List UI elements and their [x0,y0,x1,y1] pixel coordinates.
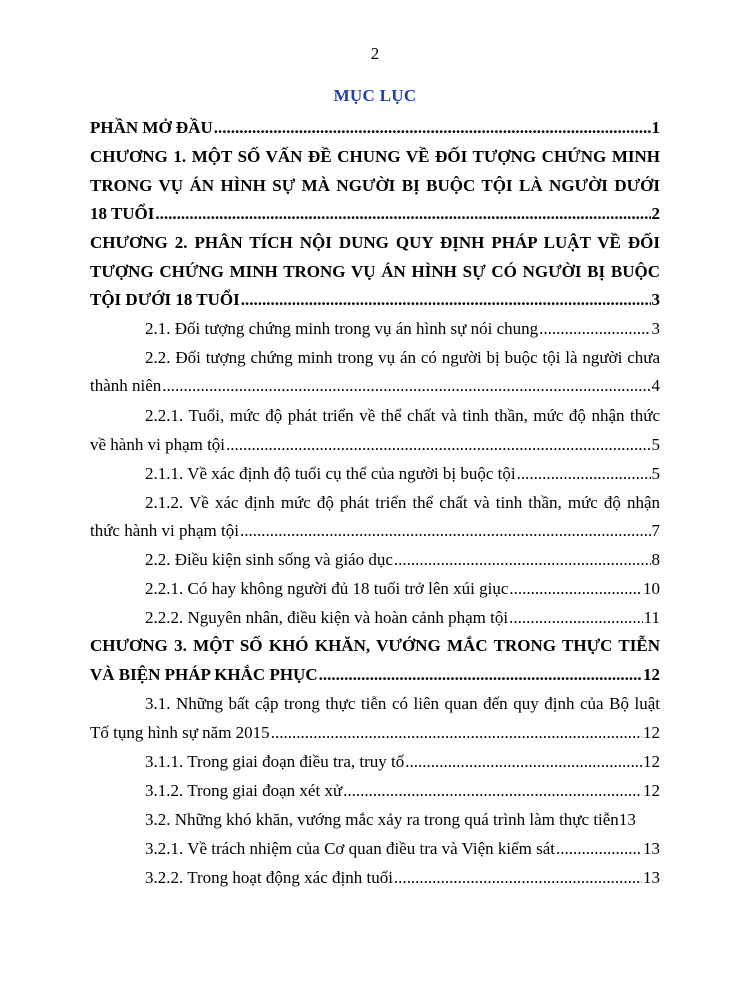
toc-page-number: 11 [643,608,660,627]
dot-leader [241,286,651,314]
toc-entry-2-1-2-line-1[interactable]: 2.1.2. Về xác định mức độ phát triển thể chất và tinh thần, mức độ nhận [145,493,660,512]
dot-leader [271,719,642,747]
toc-entry-3-1-line-2[interactable] [90,719,660,747]
dot-leader [214,114,651,142]
toc-entry-3-2-2[interactable] [145,864,660,892]
toc-entry-text: thức hành vi phạm tội [90,521,239,540]
toc-entry-text: Tố tụng hình sự năm 2015 [90,723,270,742]
toc-entry-chuong-1-line-3[interactable] [90,200,660,228]
dot-leader [556,835,642,863]
toc-page-number: 1 [651,118,660,137]
toc-page-number: 12 [643,752,660,771]
toc-entry-2-1-1[interactable] [145,460,660,488]
toc-entry-2-2-1-line-1[interactable]: 2.2.1. Tuổi, mức độ phát triển về thể chất và tinh thần, mức độ nhận thức [145,406,660,425]
dot-leader [319,661,642,689]
toc-entry-chuong-1-line-2[interactable]: TRONG VỤ ÁN HÌNH SỰ MÀ NGƯỜI BỊ BUỘC TỘI LÀ NGƯỜI DƯỚI [90,176,660,195]
dot-leader [155,200,650,228]
toc-page-number: 13 [643,868,660,887]
dot-leader [509,604,643,632]
toc-entry-2-2-1-line-2[interactable] [90,431,660,459]
toc-page-number: 12 [643,781,660,800]
toc-page-number: 3 [651,290,660,309]
toc-entry-3-2-1[interactable] [145,835,660,863]
dot-leader [162,372,650,400]
toc-page-number: 13 [643,839,660,858]
dot-leader [539,315,650,343]
toc-page-number: 3 [651,319,660,338]
toc-page-number: 5 [651,435,660,454]
toc-entry-text: 2.2.2. Nguyên nhân, điều kiện và hoàn cảnh phạm tội [145,608,509,627]
toc-entry-2-2-b[interactable] [145,546,660,574]
toc-entry-text: 3.2. Những khó khăn, vướng mắc xảy ra trong quá trình làm thực tiễn [145,810,619,829]
toc-entry-chuong-2-line-1[interactable]: CHƯƠNG 2. PHÂN TÍCH NỘI DUNG QUY ĐỊNH PHÁP LUẬT VỀ ĐỐI [90,233,660,252]
toc-entry-text: VÀ BIỆN PHÁP KHẮC PHỤC [90,665,318,684]
toc-entry-3-1-1[interactable] [145,748,660,776]
toc-entry-text: thành niên [90,376,162,395]
toc-entry-text: 3.1.1. Trong giai đoạn điều tra, truy tố [145,752,405,771]
toc-page-number: 5 [651,464,660,483]
toc-entry-text: 3.1.2. Trong giai đoạn xét xử [145,781,343,800]
toc-entry-text: về hành vi phạm tội [90,435,226,454]
toc-page-number: 12 [643,723,660,742]
toc-page-number: 12 [643,665,660,684]
toc-page-number: 2 [651,204,660,223]
dot-leader [343,777,642,805]
dot-leader [405,748,642,776]
toc-page-number: 8 [651,550,660,569]
page-number: 2 [370,44,380,63]
toc-entry-2-2-line-2[interactable] [90,372,660,400]
toc-entry-text: TỘI DƯỚI 18 TUỔI [90,290,240,309]
toc-entry-3-1-2[interactable] [145,777,660,805]
toc-entry-2-1-2-line-2[interactable] [90,517,660,545]
toc-entry-chuong-2-line-3[interactable] [90,286,660,314]
toc-entry-text: 3.2.1. Về trách nhiệm của Cơ quan điều tra và Viện kiểm sát [145,839,556,858]
toc-entry-text: PHẦN MỞ ĐẦU [90,118,213,137]
toc-entry-text: 2.1. Đối tượng chứng minh trong vụ án hình sự nói chung [145,319,539,338]
dot-leader [394,546,651,574]
toc-entry-chuong-2-line-2[interactable]: TƯỢNG CHỨNG MINH TRONG VỤ ÁN HÌNH SỰ CÓ NGƯỜI BỊ BUỘC [90,262,660,281]
toc-entry-text: 2.1.1. Về xác định độ tuổi cụ thể của người bị buộc tội [145,464,516,483]
toc-page-number: 4 [651,376,660,395]
toc-entry-chuong-1-line-1[interactable]: CHƯƠNG 1. MỘT SỐ VẤN ĐỀ CHUNG VỀ ĐỐI TƯỢNG CHỨNG MINH [90,147,660,166]
toc-title: MỤC LỤC [333,86,417,105]
toc-page-number: 7 [651,521,660,540]
toc-entry-phan-mo-dau[interactable] [90,114,660,142]
toc-entry-chuong-3-line-1[interactable]: CHƯƠNG 3. MỘT SỐ KHÓ KHĂN, VƯỚNG MẮC TRONG THỰC TIỄN [90,636,660,655]
toc-entry-text: 3.2.2. Trong hoạt động xác định tuổi [145,868,393,887]
toc-entry-2-2-2[interactable] [145,604,660,632]
toc-entry-2-2-1-b[interactable] [145,575,660,603]
toc-entry-chuong-3-line-2[interactable] [90,661,660,689]
toc-entry-2-2-line-1[interactable]: 2.2. Đối tượng chứng minh trong vụ án có người bị buộc tội là người chưa [145,348,660,367]
dot-leader [240,517,651,545]
dot-leader [394,864,642,892]
dot-leader [226,431,650,459]
toc-entry-3-1-line-1[interactable]: 3.1. Những bất cập trong thực tiễn có liên quan đến quy định của Bộ luật [145,694,660,713]
toc-entry-text: 18 TUỔI [90,204,155,223]
dot-leader [517,460,651,488]
toc-entry-text: 2.2. Điều kiện sinh sống và giáo dục [145,550,393,569]
toc-entry-2-1[interactable] [145,315,660,343]
toc-page-number: 10 [643,579,660,598]
toc-entry-text: 2.2.1. Có hay không người đủ 18 tuổi trở lên xúi giục [145,579,509,598]
toc-page-number: 13 [618,810,636,829]
toc-entry-3-2[interactable] [145,806,660,834]
dot-leader [509,575,642,603]
